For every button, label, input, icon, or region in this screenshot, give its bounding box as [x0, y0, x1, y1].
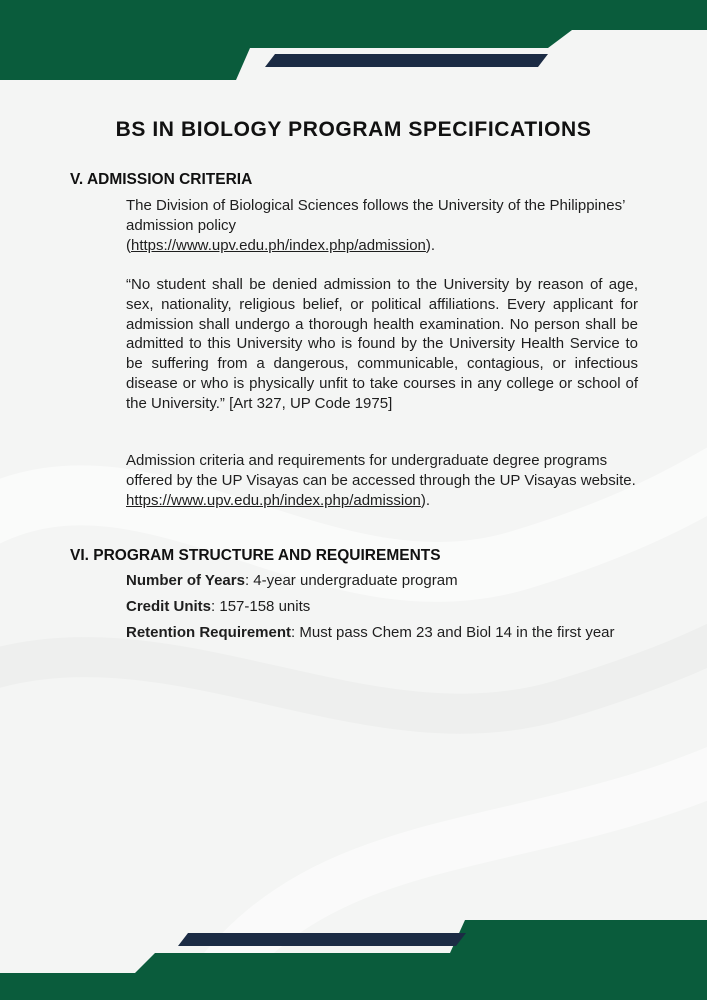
- retention-value: : Must pass Chem 23 and Biol 14 in the first year: [291, 624, 615, 641]
- retention-label: Retention Requirement: [126, 624, 292, 641]
- admission-policy-text: The Division of Biological Sciences follows the University of the Philippines’ admission policy: [126, 197, 625, 234]
- header-navy-stripe: [265, 54, 548, 67]
- units-label: Credit Units: [126, 598, 212, 615]
- admission-requirements-paragraph: [126, 451, 638, 510]
- program-requirements-list: [126, 568, 638, 646]
- up-code-quote: “No student shall be denied admission to the University by reason of age, sex, nationality, religious belief, or political affiliations. Every applicant for admission shall undergo a thorough health examination. No person shall be admitted to this University who is found by the University Health Service to be suffering from a dangerous, communicable, contagious, or infectious disease or who is physically unfit to take courses in any college or school of the University.” [Art 327, UP Code 1975]: [126, 276, 638, 412]
- footer-decoration: [0, 905, 707, 1000]
- footer-navy-stripe: [178, 933, 466, 946]
- footer-green-band: [0, 920, 707, 1000]
- retention-item: [126, 620, 638, 646]
- admission-requirements-text: Admission criteria and requirements for undergraduate degree programs offered by the UP Visayas can be accessed through the UP Visayas website.: [126, 452, 636, 489]
- header-green-band: [0, 0, 707, 80]
- close-paren: ).: [425, 236, 436, 254]
- years-label: Number of Years: [126, 572, 245, 589]
- section-heading-program-structure: VI. PROGRAM STRUCTURE AND REQUIREMENTS: [70, 547, 441, 564]
- admission-link-1[interactable]: https://www.upv.edu.ph/index.php/admission: [131, 236, 426, 254]
- units-value: : 157-158 units: [211, 598, 311, 615]
- header-decoration: [0, 0, 707, 90]
- section-heading-admission: V. ADMISSION CRITERIA: [70, 171, 253, 188]
- page-title: BS IN BIOLOGY PROGRAM SPECIFICATIONS: [115, 118, 592, 141]
- years-item: [126, 568, 638, 594]
- years-value: : 4-year undergraduate program: [244, 572, 458, 589]
- units-item: [126, 594, 638, 620]
- admission-link-2[interactable]: https://www.upv.edu.ph/index.php/admission: [126, 491, 421, 509]
- close-paren-2: ).: [420, 491, 431, 509]
- open-paren: (: [126, 236, 131, 254]
- admission-policy-paragraph: [126, 196, 638, 255]
